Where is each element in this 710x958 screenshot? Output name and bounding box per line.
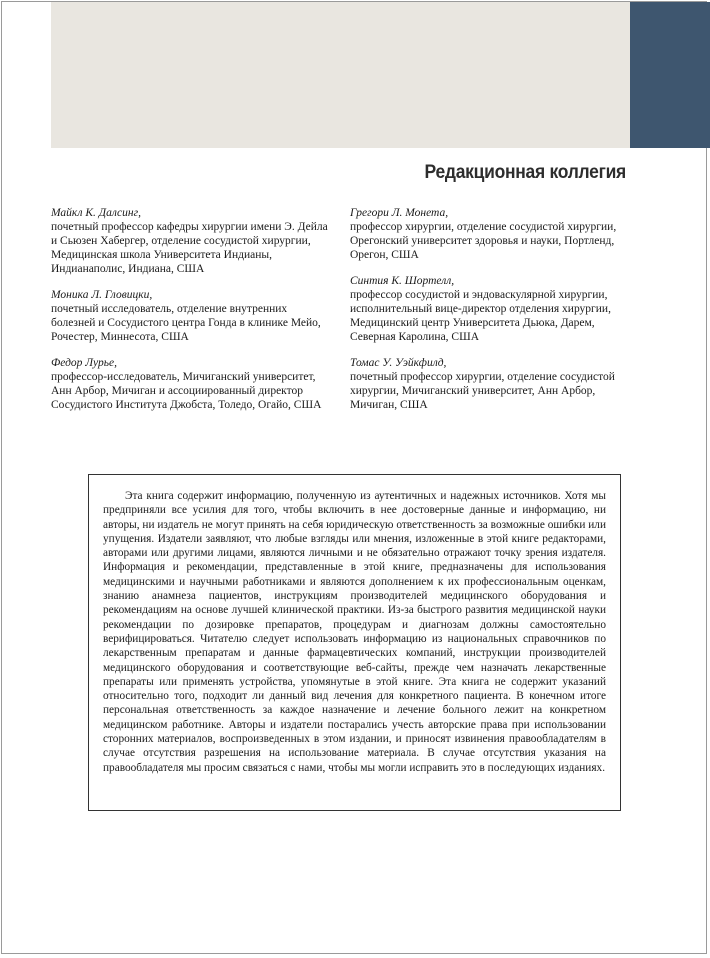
board-member xyxy=(350,274,629,344)
member-name: Томас У. Уэйкфилд, xyxy=(350,357,447,369)
header-accent-block xyxy=(630,2,710,148)
member-affiliation: почетный исследователь, отделение внутренних болезней и Сосудистого центра Гонда в клинике Мейо, Рочестер, Миннесота, США xyxy=(51,303,321,343)
member-name: Моника Л. Гловицки, xyxy=(51,289,153,301)
member-name: Майкл К. Далсинг, xyxy=(51,207,141,219)
member-affiliation: профессор-исследователь, Мичиганский университет, Анн Арбор, Мичиган и ассоциированный директор Сосудистого Института Джобста, Толедо, Огайо, США xyxy=(51,371,322,411)
member-affiliation: почетный профессор кафедры хирургии имени Э. Дейла и Сьюзен Хабергер, отделение сосудистой хирургии, Медицинская школа Университета Индианы, Индианаполис, Индиана, США xyxy=(51,221,328,275)
member-name: Синтия К. Шортелл, xyxy=(350,275,455,287)
member-name: Грегори Л. Монета, xyxy=(350,207,449,219)
member-name: Федор Лурье, xyxy=(51,357,117,369)
board-column-right xyxy=(350,206,629,424)
board-member xyxy=(350,206,629,262)
member-affiliation: профессор хирургии, отделение сосудистой хирургии, Орегонский университет здоровья и науки, Портленд, Орегон, США xyxy=(350,221,617,261)
disclaimer-box xyxy=(88,474,621,811)
disclaimer-text: Эта книга содержит информацию, полученную из аутентичных и надежных источников. Хотя мы предприняли все усилия для того, чтобы включить в нее достоверные данные и информацию, ни авторы, ни издатель не могут принять на себя юридическую ответственность за возможные ошибки или упущения. Издатели заявляют, что любые взгляды или мнения, изложенные в этой книге редакторами, авторами или другими лицами, являются личными и не обязательно отражают точку зрения издателя. Информация и рекомендации, представленные в этой книге, предназначены для использования медицинскими и научными работниками и являются дополнением к их профессиональным оценкам, знанию анамнеза пациентов, инструкциям производителей медицинского оборудования и рекомендациям на основе лучшей клинической практики. Из-за быстрого развития медицинской науки рекомендации по дозировке препаратов, процедурам и диагнозам должны самостоятельно верифицироваться. Читателю следует использовать информацию из национальных справочников по лекарственным препаратам и данные фармацевтических компаний, инструкции производителей медицинского оборудования и соответствующие веб-сайты, прежде чем назначать лекарственные препараты или применять устройства, упомянутые в этой книге. Эта книга не содержит указаний относительно того, подходит ли данный вид лечения для конкретного пациента. В конечном итоге персональная ответственность за каждое назначение и лечение больного лежит на конкретном медицинском работнике. Авторы и издатели постарались учесть авторские права при использовании сторонних материалов, воспроизведенных в этом издании, и приносят извинения правообладателям в случае отсутствия разрешения на использование материала. В случае отсутствия указания на правообладателя мы просим связаться с нами, чтобы мы могли исправить это в последующих изданиях. xyxy=(103,490,606,774)
board-member xyxy=(350,356,629,412)
board-member xyxy=(51,206,330,276)
board-column-left xyxy=(51,206,330,424)
page-title: Редакционная коллегия xyxy=(424,162,626,183)
board-member xyxy=(51,356,330,412)
member-affiliation: профессор сосудистой и эндоваскулярной хирургии, исполнительный вице-директор отделения хирургии, Медицинский центр Университета Дьюка, Дарем, Северная Каролина, США xyxy=(350,289,611,343)
board-member xyxy=(51,288,330,344)
member-affiliation: почетный профессор хирургии, отделение сосудистой хирургии, Мичиганский университет, Анн Арбор, Мичиган, США xyxy=(350,371,615,411)
page xyxy=(1,1,707,954)
header-band xyxy=(51,2,631,148)
